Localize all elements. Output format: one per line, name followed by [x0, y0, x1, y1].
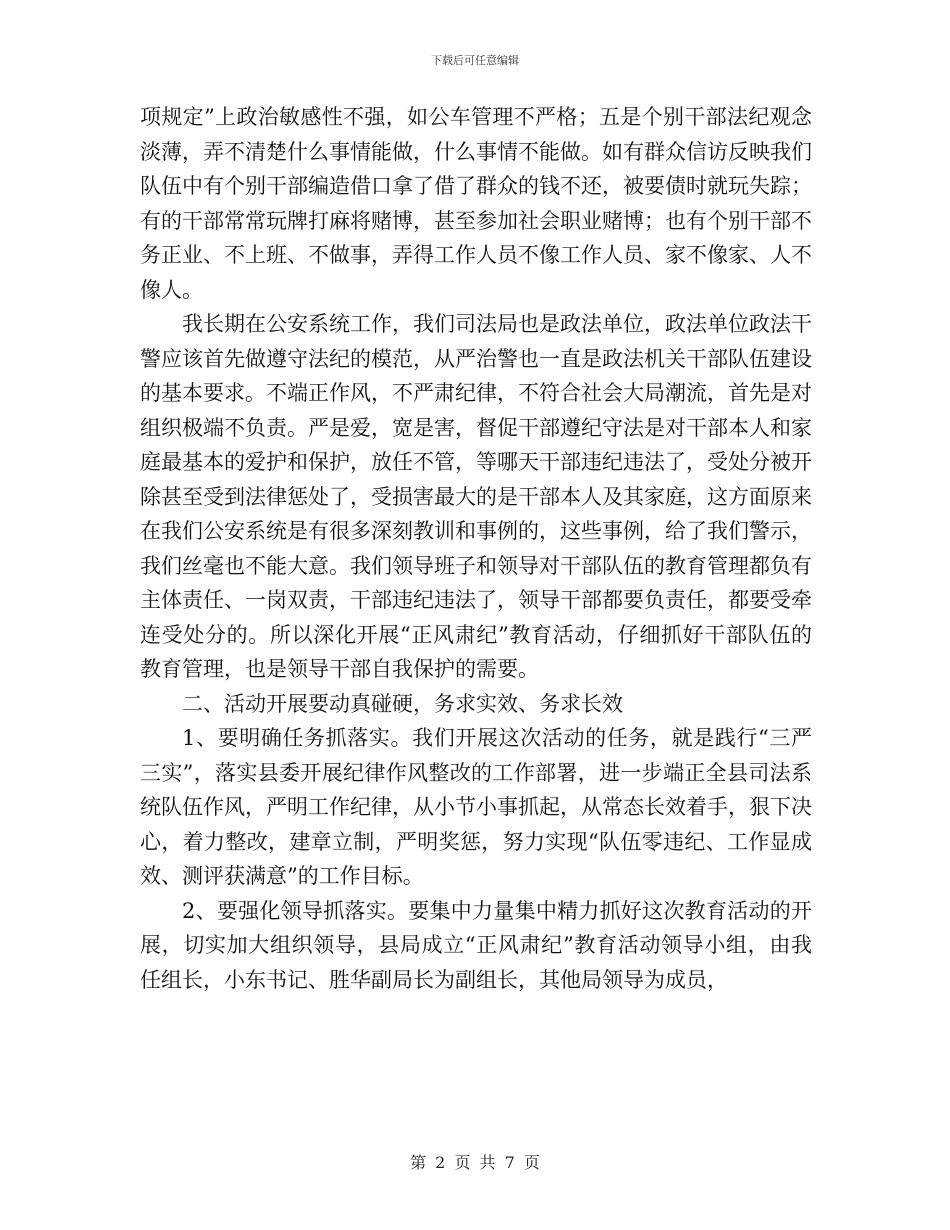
paragraph-2: 我长期在公安系统工作，我们司法局也是政法单位，政法单位政法干警应该首先做遵守法纪的模范，从严治警也一直是政法机关干部队伍建设的基本要求。不端正作风，不严肃纪律，不符合社会大局潮流，首先是对组织极端不负责。严是爱，宽是害，督促干部遵纪守法是对干部本人和家庭最基本的爱护和保护，放任不管，等哪天干部违纪违法了，受处分被开除甚至受到法律惩处了，受损害最大的是干部本人及其家庭，这方面原来在我们公安系统是有很多深刻教训和事例的，这些事例，给了我们警示，我们丝毫也不能大意。我们领导班子和领导对干部队伍的教育管理都负有主体责任、一岗双责，干部违纪违法了，领导干部都要负责任，都要受牵连受处分的。所以深化开展“正风肃纪”教育活动，仔细抓好干部队伍的教育管理，也是领导干部自我保护的需要。 — [140, 312, 812, 681]
page-number: 第 2 页 共 7 页 — [410, 1153, 540, 1172]
page-header: 下载后可任意编辑 — [431, 54, 519, 67]
document-body — [140, 100, 812, 997]
section-heading: 二、活动开展要动真碰硬，务求实效、务求长效 — [182, 691, 623, 716]
paragraph-3: 1、要明确任务抓落实。我们开展这次活动的任务，就是践行“三严三实”，落实县委开展纪律作风整改的工作部署，进一步端正全县司法系统队伍作风，严明工作纪律，从小节小事抓起，从常态长效着手，狠下决心，着力整改，建章立制，严明奖惩，努力实现“队伍零违纪、工作显成效、测评获满意”的工作目标。 — [140, 726, 812, 888]
paragraph-4: 2、要强化领导抓落实。要集中力量集中精力抓好这次教育活动的开展，切实加大组织领导，县局成立“正风肃纪”教育活动领导小组，由我任组长，小东书记、胜华副局长为副组长，其他局领导为成员， — [140, 898, 812, 992]
paragraph-1: 项规定”上政治敏感性不强，如公车管理不严格；五是个别干部法纪观念淡薄，弄不清楚什么事情能做，什么事情不能做。如有群众信访反映我们队伍中有个别干部编造借口拿了借了群众的钱不还，被要债时就玩失踪；有的干部常常玩牌打麻将赌博，甚至参加社会职业赌博；也有个别干部不务正业、不上班、不做事，弄得工作人员不像工作人员、家不像家、人不像人。 — [140, 105, 812, 302]
